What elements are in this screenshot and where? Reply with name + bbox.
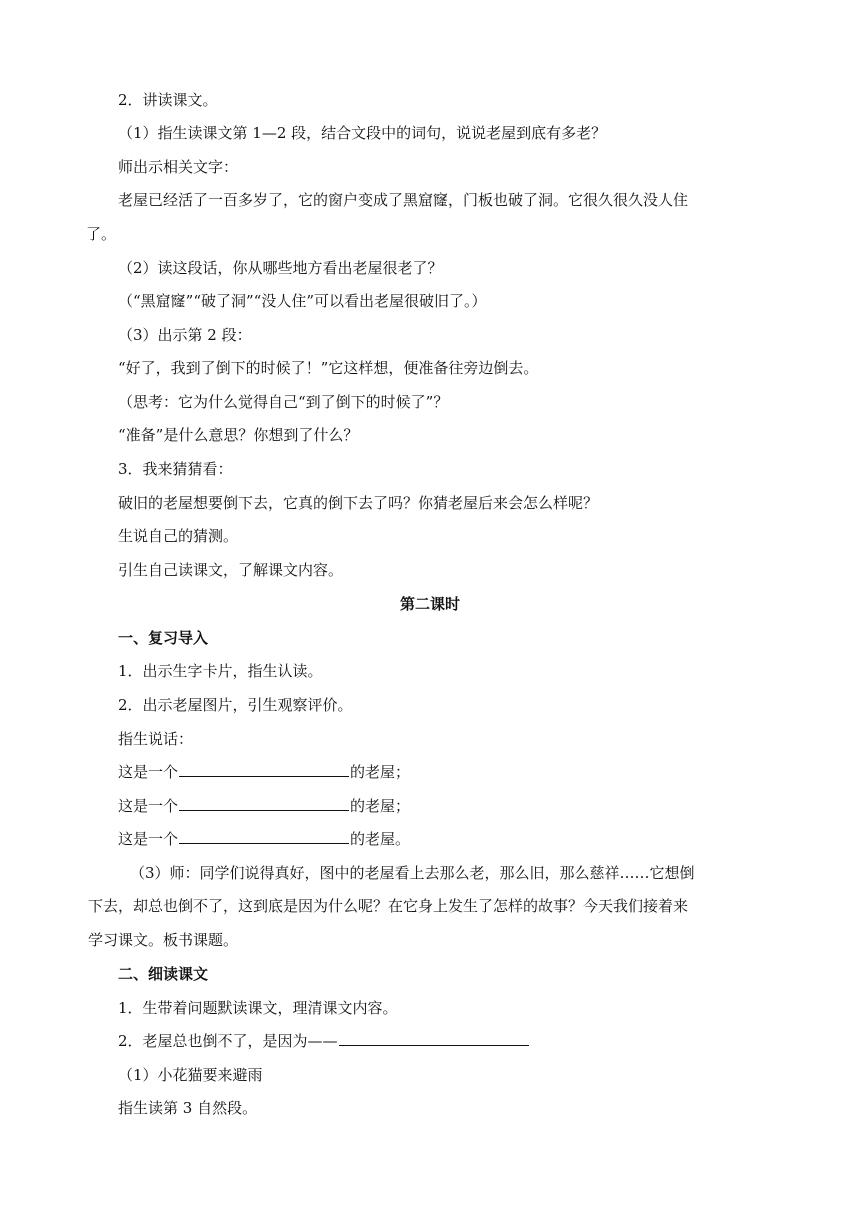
- step-3-heading: 3．我来猜猜看：: [118, 460, 233, 478]
- question-2: （2）读这段话，你从哪些地方看出老屋很老了？: [118, 259, 443, 277]
- prepare-question: “准备”是什么意思？你想到了什么？: [118, 426, 359, 444]
- quote-paragraph-line-1: 老屋已经活了一百多岁了，它的窗户变成了黑窟窿，门板也破了洞。它很久很久没人住: [118, 191, 689, 209]
- because-blank: [339, 1031, 529, 1046]
- students-guess: 生说自己的猜测。: [118, 527, 239, 545]
- fill-prefix: 这是一个: [118, 830, 179, 848]
- think-question: （思考：它为什么觉得自己“到了倒下的时候了”？: [118, 393, 449, 411]
- guess-question: 破旧的老屋想要倒下去，它真的倒下去了吗？你猜老屋后来会怎么样呢？: [118, 494, 599, 512]
- quote-paragraph-2: “好了，我到了倒下的时候了！”它这样想，便准备往旁边倒去。: [118, 359, 539, 377]
- lesson-2-title: 第二课时: [399, 595, 460, 613]
- question-1: （1）指生读课文第 1—2 段，结合文段中的词句，说说老屋到底有多老？: [118, 124, 607, 142]
- fill-prefix: 这是一个: [118, 797, 179, 815]
- fill-suffix: 的老屋；: [350, 797, 411, 815]
- answer-2: （“黑窟窿”“破了洞”“没人住”可以看出老屋很破旧了。）: [118, 292, 487, 310]
- teacher-remark-line-1: （3）师：同学们说得真好，图中的老屋看上去那么老，那么旧，那么慈祥……它想倒: [130, 864, 695, 882]
- read-paragraph-3: 指生读第 3 自然段。: [118, 1099, 258, 1117]
- read-text: 引生自己读课文，了解课文内容。: [118, 561, 344, 579]
- step-2-heading: 2．讲读课文。: [118, 91, 218, 109]
- review-item-2: 2．出示老屋图片，引生观察评价。: [118, 696, 353, 714]
- review-item-1: 1．出示生字卡片，指生认读。: [118, 662, 323, 680]
- fill-line-1: [118, 762, 410, 782]
- sub-item-cat: （1）小花猫要来避雨: [118, 1066, 263, 1084]
- quote-paragraph-line-2: 了。: [86, 225, 117, 243]
- fill-blank: [179, 762, 349, 777]
- close-read-item-2: [118, 1031, 530, 1051]
- teacher-remark-line-3: 学习课文。板书课题。: [88, 931, 239, 949]
- fill-suffix: 的老屋；: [350, 763, 411, 781]
- because-prefix: 2．老屋总也倒不了，是因为——: [118, 1032, 338, 1050]
- item-3: （3）出示第 2 段：: [118, 326, 252, 344]
- section-1-heading: 一、复习导入: [118, 629, 209, 647]
- fill-prefix: 这是一个: [118, 763, 179, 781]
- fill-blank: [179, 829, 349, 844]
- teacher-shows-text: 师出示相关文字：: [118, 158, 239, 176]
- section-2-heading: 二、细读课文: [118, 965, 209, 983]
- fill-suffix: 的老屋。: [350, 830, 411, 848]
- fill-line-2: [118, 796, 410, 816]
- teacher-remark-line-2: 下去，却总也倒不了，这到底是因为什么呢？在它身上发生了怎样的故事？今天我们接着来: [88, 897, 689, 915]
- students-speak: 指生说话：: [118, 730, 194, 748]
- fill-line-3: [118, 829, 410, 849]
- close-read-item-1: 1．生带着问题默读课文，理清课文内容。: [118, 999, 398, 1017]
- fill-blank: [179, 796, 349, 811]
